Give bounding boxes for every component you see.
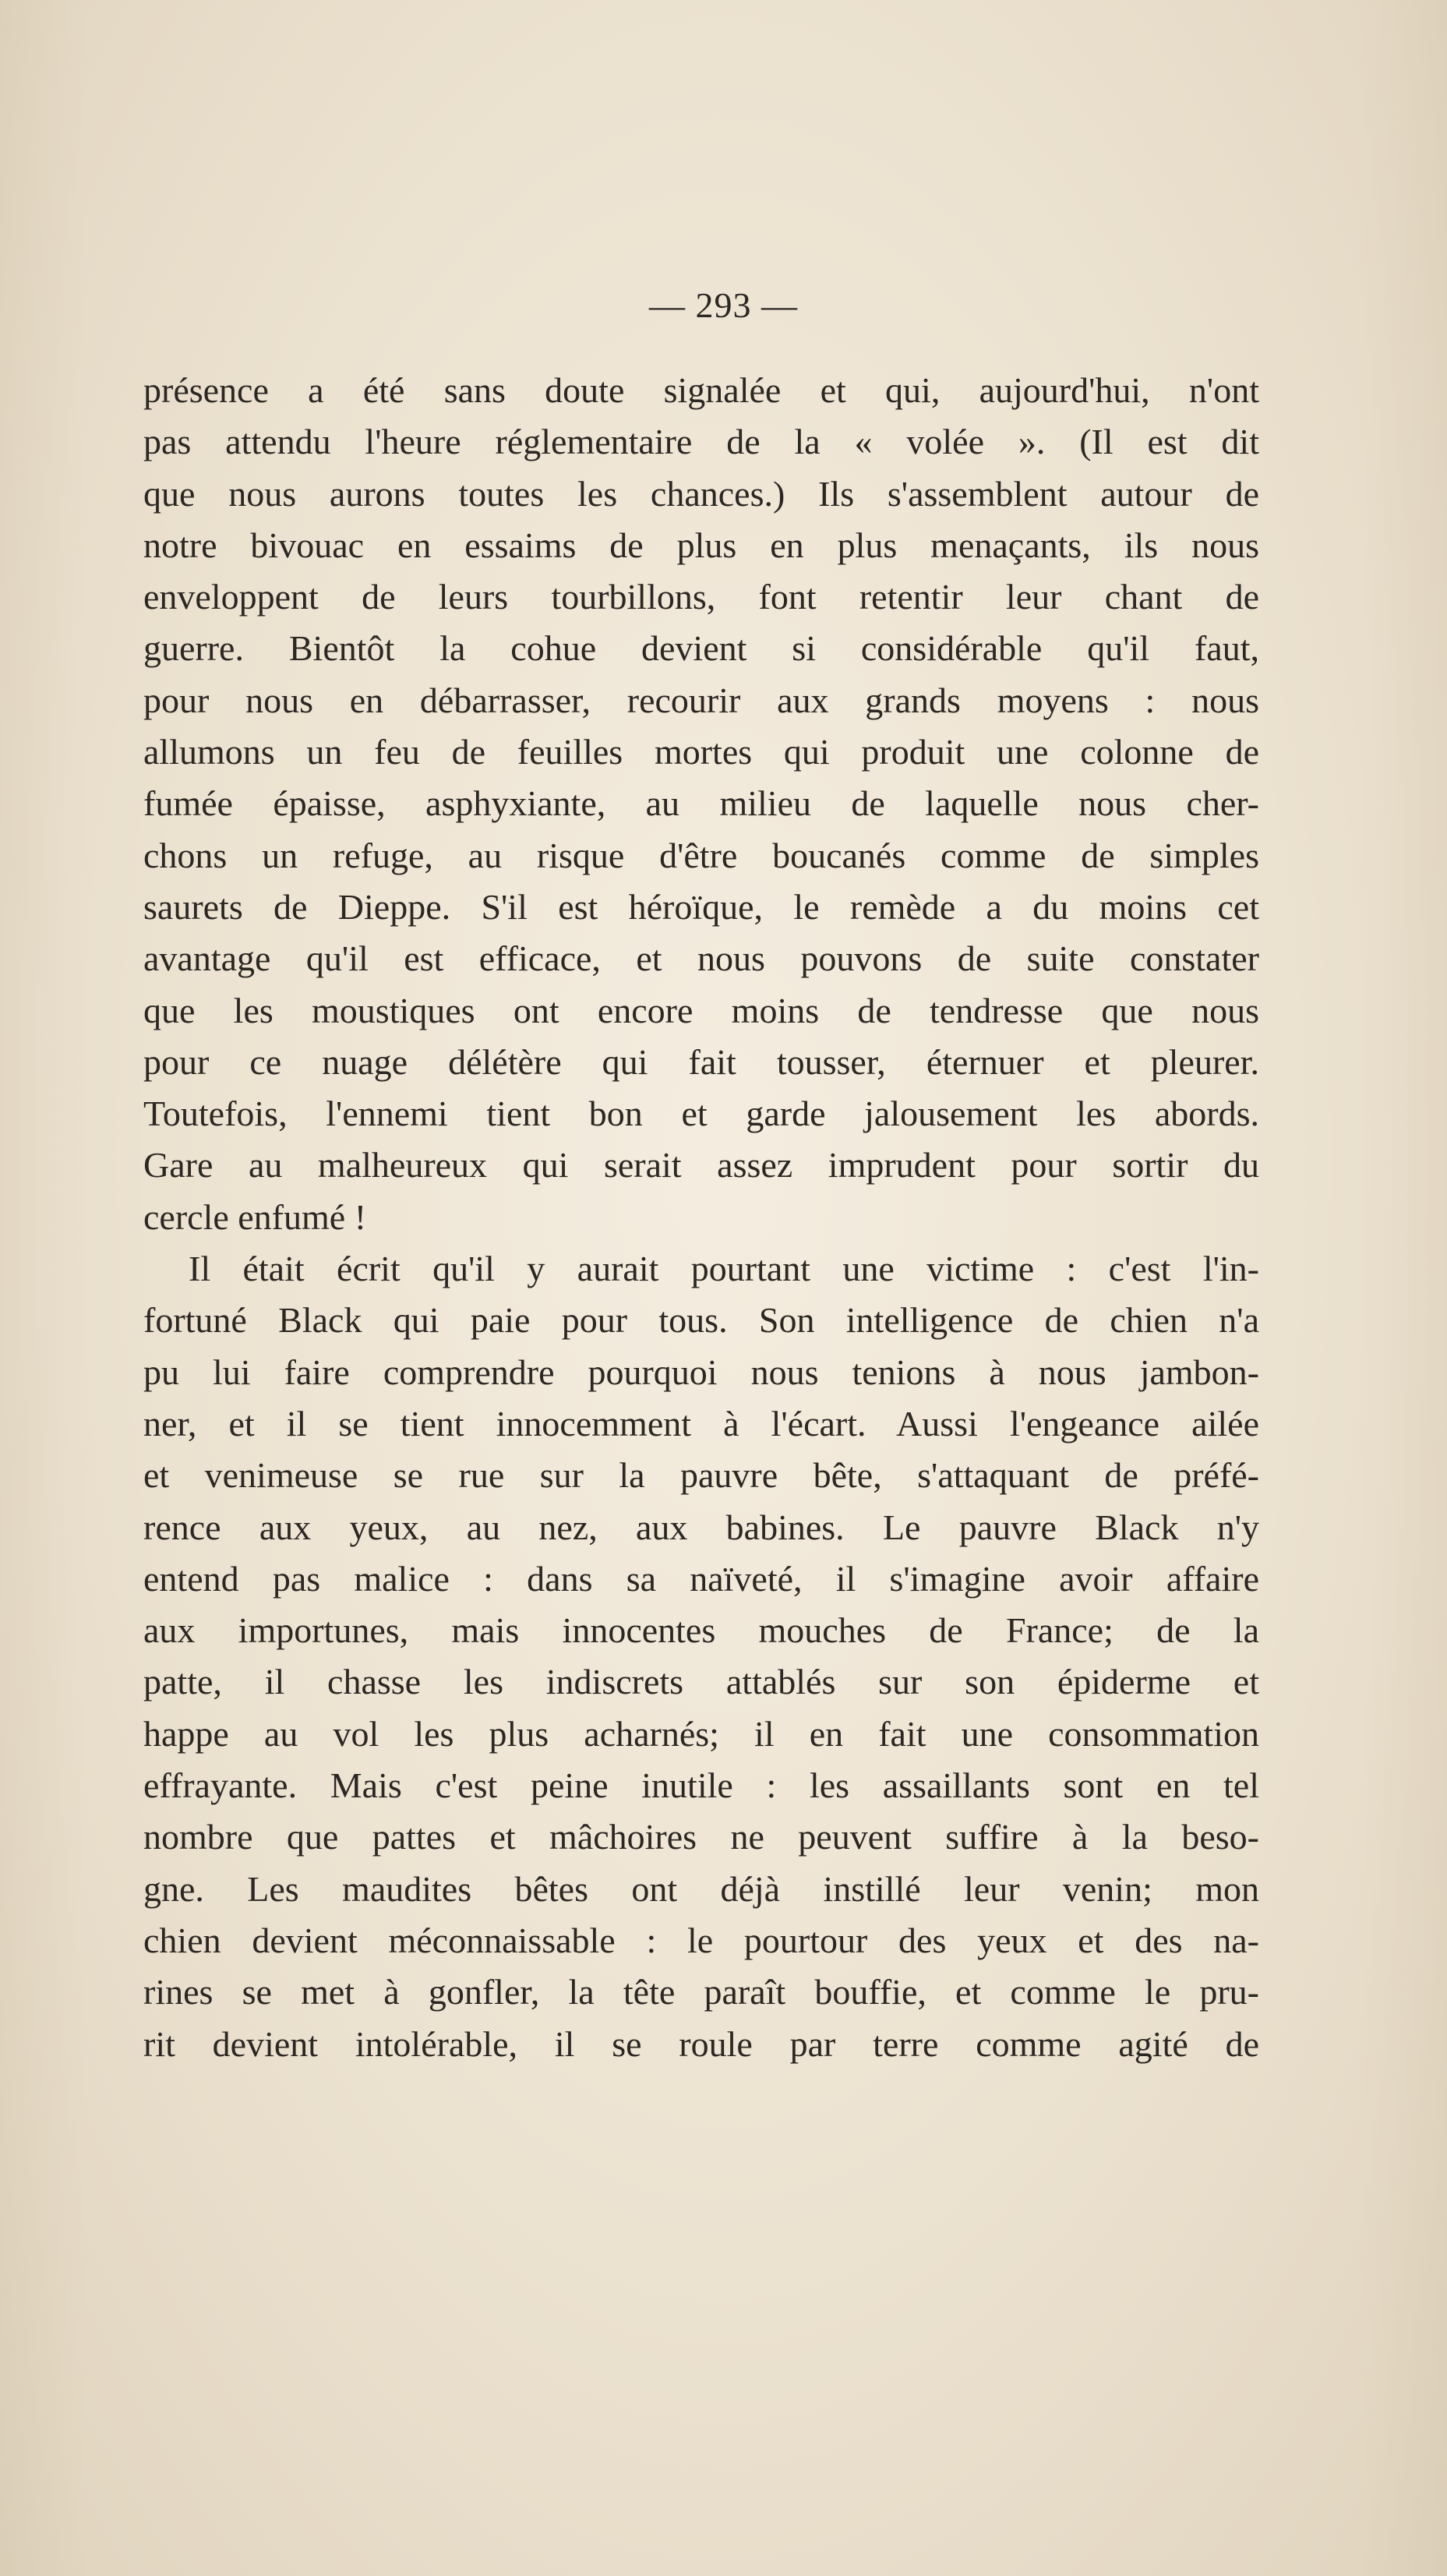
text-line: guerre. Bientôt la cohue devient si considérable qu'il faut, bbox=[143, 628, 1259, 669]
body-text bbox=[143, 365, 1259, 2070]
text-line: pas attendu l'heure réglementaire de la « volée ». (Il est dit bbox=[143, 422, 1259, 462]
text-line: aux importunes, mais innocentes mouches de France; de la bbox=[143, 1610, 1259, 1651]
text-line: allumons un feu de feuilles mortes qui produit une colonne de bbox=[143, 732, 1259, 772]
text-line: notre bivouac en essaims de plus en plus menaçants, ils nous bbox=[143, 525, 1259, 565]
text-line: pour ce nuage délétère qui fait tousser, éternuer et pleurer. bbox=[143, 1041, 1259, 1082]
text-line: chons un refuge, au risque d'être boucanés comme de simples bbox=[143, 835, 1259, 875]
text-line: que les moustiques ont encore moins de tendresse que nous bbox=[143, 990, 1259, 1030]
text-line: rence aux yeux, au nez, aux babines. Le pauvre Black n'y bbox=[143, 1507, 1259, 1547]
page-number: — 293 — bbox=[649, 285, 798, 325]
text-line: Gare au malheureux qui serait assez imprudent pour sortir du bbox=[143, 1145, 1259, 1186]
text-line: pour nous en débarrasser, recourir aux grands moyens : nous bbox=[143, 680, 1259, 720]
text-line: rines se met à gonfler, la tête paraît bouffie, et comme le pru- bbox=[143, 1972, 1259, 2012]
text-line: rit devient intolérable, il se roule par terre comme agité de bbox=[143, 2023, 1259, 2064]
text-line: enveloppent de leurs tourbillons, font retentir leur chant de bbox=[143, 577, 1259, 617]
text-line: happe au vol les plus acharnés; il en fait une consommation bbox=[143, 1713, 1259, 1754]
text-line: présence a été sans doute signalée et qui, aujourd'hui, n'ont bbox=[143, 370, 1259, 410]
text-line: pu lui faire comprendre pourquoi nous tenions à nous jambon- bbox=[143, 1352, 1259, 1392]
text-line: ner, et il se tient innocemment à l'écart. Aussi l'engeance ailée bbox=[143, 1403, 1259, 1443]
text-line: gne. Les maudites bêtes ont déjà instillé leur venin; mon bbox=[143, 1868, 1259, 1909]
text-line: chien devient méconnaissable : le pourtour des yeux et des na- bbox=[143, 1920, 1259, 1960]
text-line: effrayante. Mais c'est peine inutile : les assaillants sont en tel bbox=[143, 1765, 1259, 1806]
text-line: saurets de Dieppe. S'il est héroïque, le remède a du moins cet bbox=[143, 886, 1259, 927]
text-line: patte, il chasse les indiscrets attablés sur son épiderme et bbox=[143, 1662, 1259, 1702]
text-line: Toutefois, l'ennemi tient bon et garde jalousement les abords. bbox=[143, 1094, 1259, 1134]
text-line: fumée épaisse, asphyxiante, au milieu de laquelle nous cher- bbox=[143, 783, 1259, 824]
text-line: nombre que pattes et mâchoires ne peuvent suffire à la beso- bbox=[143, 1817, 1259, 1857]
text-line: que nous aurons toutes les chances.) Ils s'assemblent autour de bbox=[143, 473, 1259, 514]
text-line: et venimeuse se rue sur la pauvre bête, s'attaquant de préfé- bbox=[143, 1455, 1259, 1496]
text-line: cercle enfumé ! bbox=[143, 1196, 367, 1237]
text-line: avantage qu'il est efficace, et nous pouvons de suite constater bbox=[143, 938, 1259, 979]
text-line: Il était écrit qu'il y aurait pourtant une victime : c'est l'in- bbox=[189, 1249, 1259, 1289]
text-line: fortuné Black qui paie pour tous. Son intelligence de chien n'a bbox=[143, 1300, 1259, 1341]
text-line: entend pas malice : dans sa naïveté, il s'imagine avoir affaire bbox=[143, 1558, 1259, 1599]
